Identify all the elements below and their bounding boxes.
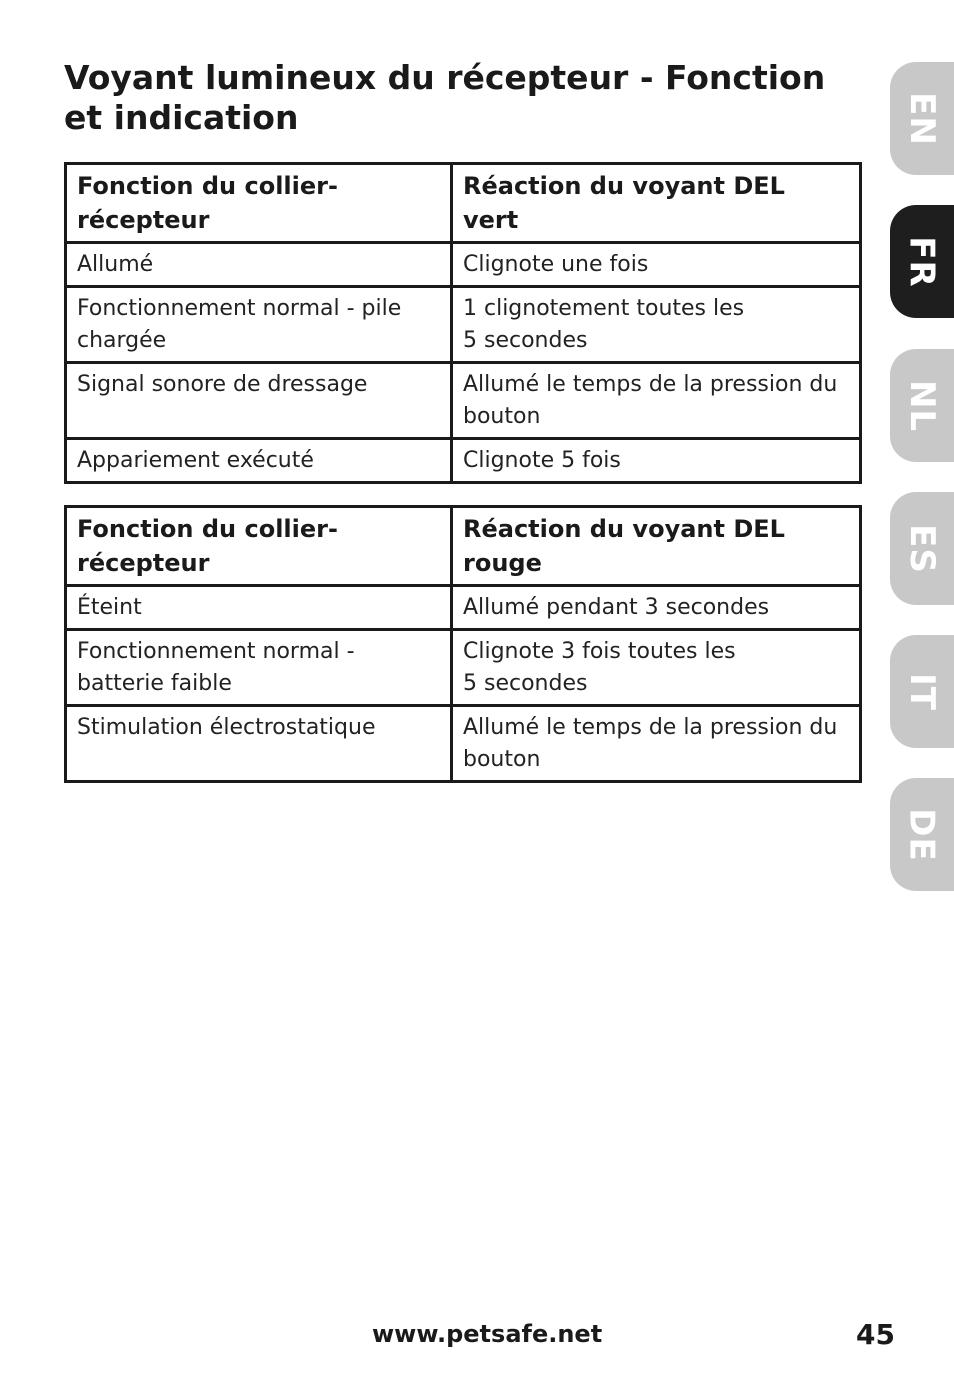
- table-row: [66, 363, 861, 439]
- language-tab-en[interactable]: [890, 62, 954, 175]
- language-tab-label: FR: [902, 235, 942, 288]
- function-cell: Signal sonore de dressage: [66, 363, 452, 439]
- table-row: [66, 287, 861, 363]
- language-tab-it[interactable]: [890, 635, 954, 748]
- table-row: [66, 630, 861, 706]
- column-header-function: Fonction du collier- récepteur: [66, 164, 452, 243]
- language-tab-es[interactable]: [890, 492, 954, 605]
- function-cell: Stimulation électrostatique: [66, 706, 452, 782]
- table-row: [66, 439, 861, 483]
- function-cell: Éteint: [66, 586, 452, 630]
- language-tab-label: ES: [902, 523, 942, 574]
- language-tab-label: NL: [902, 379, 942, 432]
- table-header-row: [66, 164, 861, 243]
- page-number: 45: [856, 1318, 895, 1351]
- reaction-cell: 1 clignotement toutes les 5 secondes: [452, 287, 861, 363]
- green-led-table: [64, 162, 862, 484]
- page-title: Voyant lumineux du récepteur - Fonction et indication: [64, 58, 826, 137]
- table-row: [66, 586, 861, 630]
- footer-url: www.petsafe.net: [372, 1320, 603, 1348]
- red-led-table: [64, 505, 862, 783]
- table-row: [66, 706, 861, 782]
- reaction-cell: Allumé le temps de la pression du bouton: [452, 363, 861, 439]
- function-cell: Fonctionnement normal - pile chargée: [66, 287, 452, 363]
- reaction-cell: Clignote une fois: [452, 243, 861, 287]
- function-cell: Allumé: [66, 243, 452, 287]
- language-tab-label: IT: [902, 672, 942, 711]
- reaction-cell: Clignote 5 fois: [452, 439, 861, 483]
- reaction-cell: Allumé le temps de la pression du bouton: [452, 706, 861, 782]
- language-tab-de[interactable]: [890, 778, 954, 891]
- language-tab-label: DE: [901, 807, 942, 862]
- column-header-function: Fonction du collier- récepteur: [66, 507, 452, 586]
- language-tab-nl[interactable]: [890, 349, 954, 462]
- language-tab-label: EN: [902, 91, 942, 146]
- reaction-cell: Allumé pendant 3 secondes: [452, 586, 861, 630]
- table-row: [66, 243, 861, 287]
- table-header-row: [66, 507, 861, 586]
- column-header-led-reaction: Réaction du voyant DEL vert: [452, 164, 861, 243]
- function-cell: Fonctionnement normal - batterie faible: [66, 630, 452, 706]
- reaction-cell: Clignote 3 fois toutes les 5 secondes: [452, 630, 861, 706]
- function-cell: Appariement exécuté: [66, 439, 452, 483]
- language-tab-fr[interactable]: [890, 205, 954, 318]
- column-header-led-reaction: Réaction du voyant DEL rouge: [452, 507, 861, 586]
